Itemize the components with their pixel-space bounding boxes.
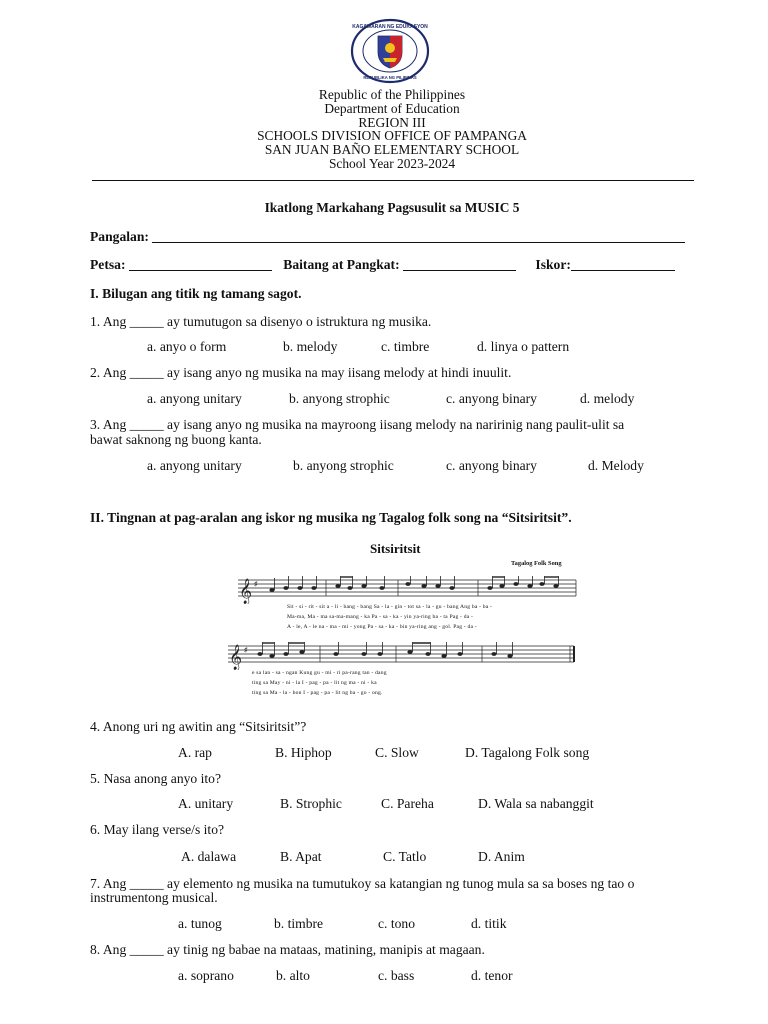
choice-2b[interactable]: b. anyong strophic — [289, 391, 390, 406]
question-8: 8. Ang _____ ay tinig ng babae na mataas, matining, manipis at magaan. — [90, 942, 485, 957]
question-4: 4. Anong uri ng awitin ang “Sitsiritsit”? — [90, 719, 307, 734]
document-header — [0, 88, 768, 171]
question-5: 5. Nasa anong anyo ito? — [90, 771, 221, 786]
choice-6c[interactable]: C. Tatlo — [383, 849, 427, 864]
choice-5a[interactable]: A. unitary — [178, 796, 234, 811]
choice-4a[interactable]: A. rap — [178, 745, 212, 760]
choice-5d[interactable]: D. Wala sa nabanggit — [478, 796, 594, 811]
choice-5c[interactable]: C. Pareha — [381, 796, 434, 811]
deped-seal-logo — [350, 18, 430, 84]
header-divider — [92, 180, 694, 181]
choice-8c[interactable]: c. bass — [378, 968, 415, 983]
choice-8d[interactable]: d. tenor — [471, 968, 513, 983]
music-staff-1 — [238, 576, 578, 604]
choice-7c[interactable]: c. tono — [378, 916, 415, 931]
info-fields — [90, 257, 675, 273]
choice-1a[interactable]: a. anyo o form — [147, 339, 227, 354]
choice-3c[interactable]: c. anyong binary — [446, 458, 537, 473]
choice-1c[interactable]: c. timbre — [381, 339, 430, 354]
lyrics-staff2-verse2: ting sa May - ni - la I - pag - pa - lit ng ma - ni - ka — [252, 680, 377, 686]
svg-text:♯: ♯ — [254, 580, 258, 588]
choice-3a[interactable]: a. anyong unitary — [147, 458, 242, 473]
lyrics-staff1-verse3: A - le, A - le na - ma - mi - yong Pa - sa - ka - bin ya-ring ang - gol. Pag - da - — [287, 624, 477, 630]
name-label: Pangalan: — [90, 229, 149, 244]
name-blank[interactable] — [152, 230, 685, 243]
seal-text-bottom: REPUBLIKA NG PILIPINAS — [363, 75, 417, 80]
name-field — [90, 229, 685, 245]
grade-blank[interactable] — [403, 258, 516, 271]
choice-6a[interactable]: A. dalawa — [181, 849, 237, 864]
lyrics-staff2-verse3: ting sa Ma - la - bon I - pag - pa - lit ng ba - go - ong. — [252, 690, 383, 696]
choice-7d[interactable]: d. titik — [471, 916, 507, 931]
header-republic: Republic of the Philippines — [318, 87, 466, 102]
question-3-line1: 3. Ang _____ ay isang anyo ng musika na mayroong iisang melody na naririnig nang paulit-ulit sa — [90, 417, 625, 432]
svg-text:𝄞: 𝄞 — [229, 645, 243, 670]
choice-8a[interactable]: a. soprano — [178, 968, 234, 983]
header-division: SCHOOLS DIVISION OFFICE OF PAMPANGA — [257, 128, 527, 144]
header-region: REGION III — [358, 114, 426, 130]
grade-label: Baitang at Pangkat: — [283, 257, 400, 272]
question-7-line2: instrumentong musical. — [90, 890, 218, 905]
choice-7a[interactable]: a. tunog — [178, 916, 222, 931]
choice-1d[interactable]: d. linya o pattern — [477, 339, 570, 354]
choice-2a[interactable]: a. anyong unitary — [147, 391, 242, 406]
choice-2c[interactable]: c. anyong binary — [446, 391, 537, 406]
music-staff-2 — [228, 642, 576, 670]
score-subtitle: Tagalog Folk Song — [511, 560, 562, 567]
lyrics-staff1-verse1: Sit - si - rit - sit a - li - bang - bang Sa - la - gin - tot sa - la - gu - bang Ang ba - ba - — [287, 604, 493, 610]
score-label: Iskor: — [535, 257, 571, 272]
choice-8b[interactable]: b. alto — [276, 968, 310, 983]
header-school-year: School Year 2023-2024 — [328, 155, 456, 171]
score-title: Sitsiritsit — [370, 541, 421, 556]
date-blank[interactable] — [129, 258, 272, 271]
question-2: 2. Ang _____ ay isang anyo ng musika na may iisang melody at hindi inuulit. — [90, 365, 512, 380]
choice-7b[interactable]: b. timbre — [274, 916, 324, 931]
question-3-line2: bawat saknong ng buong kanta. — [90, 432, 262, 447]
question-1: 1. Ang _____ ay tumutugon sa disenyo o istruktura ng musika. — [90, 314, 432, 329]
lyrics-staff1-verse2: Ma-ma, Ma - ma sa-ma-mang - ka Pa - sa - ka - yin ya-ring ba - ta Pag - da - — [287, 614, 474, 620]
choice-4b[interactable]: B. Hiphop — [275, 745, 332, 760]
choice-6b[interactable]: B. Apat — [280, 849, 322, 864]
svg-text:𝄞: 𝄞 — [239, 579, 253, 604]
question-6: 6. May ilang verse/s ito? — [90, 822, 225, 837]
test-title: Ikatlong Markahang Pagsusulit sa MUSIC 5 — [264, 200, 520, 215]
part2-heading: II. Tingnan at pag-aralan ang iskor ng musika ng Tagalog folk song na “Sitsiritsit”. — [90, 510, 572, 525]
question-7-line1: 7. Ang _____ ay elemento ng musika na tumutukoy sa katangian ng tunog mula sa sa boses ng tao o — [90, 876, 635, 891]
date-label: Petsa: — [90, 257, 126, 272]
score-blank[interactable] — [571, 258, 675, 271]
choice-4d[interactable]: D. Tagalong Folk song — [465, 745, 590, 760]
choice-6d[interactable]: D. Anim — [478, 849, 525, 864]
lyrics-staff2-verse1: e sa lan - sa - ngan Kung gu - mi - ri pa-rang tan - dang — [252, 670, 387, 676]
choice-5b[interactable]: B. Strophic — [280, 796, 342, 811]
seal-text-top: KAGAWARAN NG EDUKASYON — [352, 24, 428, 30]
choice-2d[interactable]: d. melody — [580, 391, 635, 406]
svg-text:♯: ♯ — [244, 646, 248, 654]
header-department: Department of Education — [324, 100, 460, 116]
choice-4c[interactable]: C. Slow — [375, 745, 419, 760]
choice-1b[interactable]: b. melody — [283, 339, 338, 354]
part1-heading: I. Bilugan ang titik ng tamang sagot. — [90, 286, 302, 301]
choice-3d[interactable]: d. Melody — [588, 458, 644, 473]
choice-3b[interactable]: b. anyong strophic — [293, 458, 394, 473]
header-school: SAN JUAN BAÑO ELEMENTARY SCHOOL — [264, 142, 520, 158]
